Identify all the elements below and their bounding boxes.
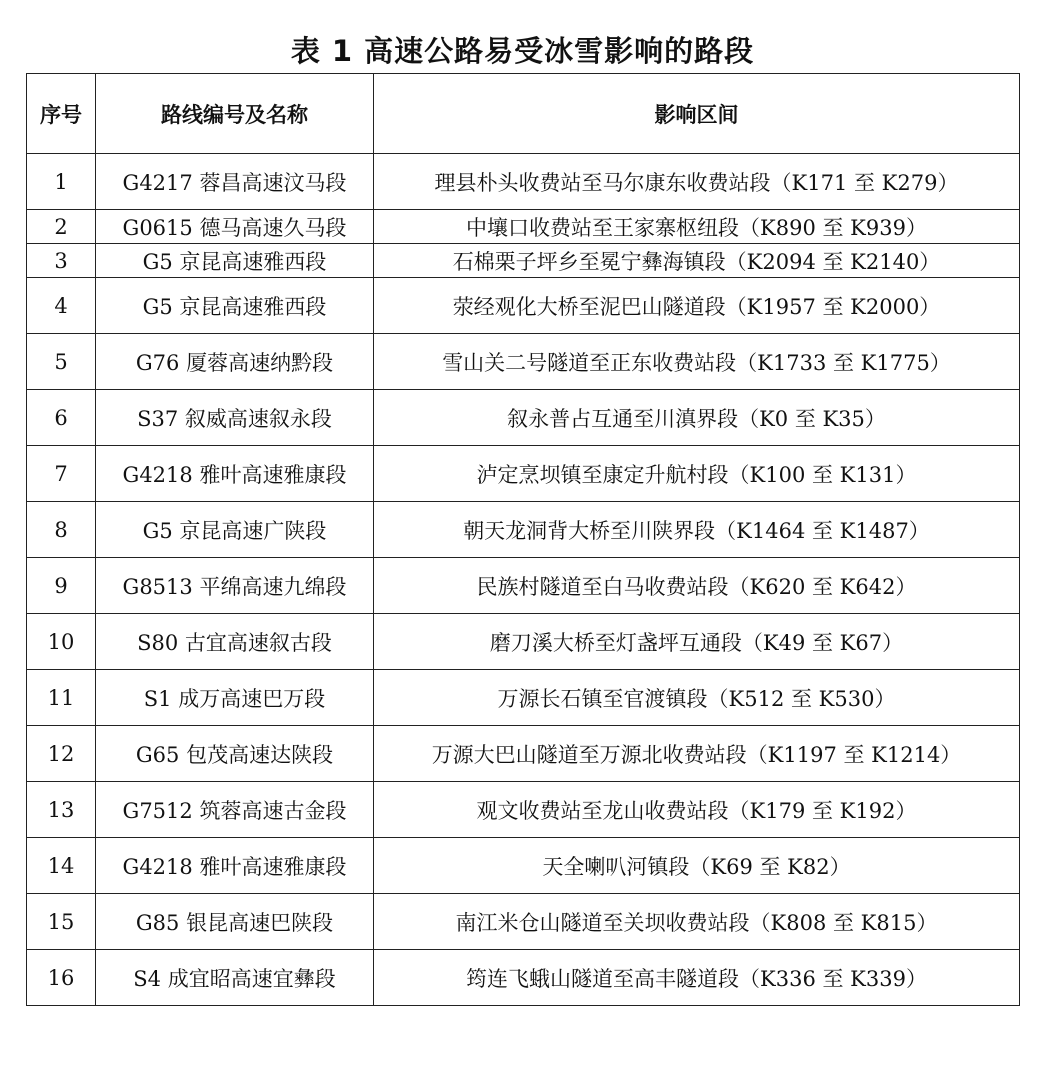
table-row [27,154,1020,210]
cell-no: 1 [27,154,96,210]
table-row [27,670,1020,726]
table-row [27,558,1020,614]
table-row [27,446,1020,502]
cell-section: 泸定烹坝镇至康定升航村段（K100 至 K131） [374,446,1020,502]
cell-route: G5 京昆高速雅西段 [96,278,374,334]
header-row [27,74,1020,154]
cell-route: S1 成万高速巴万段 [96,670,374,726]
cell-section: 朝天龙洞背大桥至川陕界段（K1464 至 K1487） [374,502,1020,558]
cell-route: G76 厦蓉高速纳黔段 [96,334,374,390]
header-no: 序号 [27,74,96,154]
cell-section: 石棉栗子坪乡至冕宁彝海镇段（K2094 至 K2140） [374,244,1020,278]
cell-no: 14 [27,838,96,894]
table-row [27,390,1020,446]
cell-route: G5 京昆高速广陕段 [96,502,374,558]
cell-route: S4 成宜昭高速宜彝段 [96,950,374,1006]
table-title: 表 1 高速公路易受冰雪影响的路段 [290,34,755,68]
header-section: 影响区间 [374,74,1020,154]
road-sections-table [26,73,1020,1006]
cell-route: S80 古宜高速叙古段 [96,614,374,670]
table-row [27,726,1020,782]
cell-section: 天全喇叭河镇段（K69 至 K82） [374,838,1020,894]
cell-no: 7 [27,446,96,502]
cell-section: 观文收费站至龙山收费站段（K179 至 K192） [374,782,1020,838]
cell-no: 2 [27,210,96,244]
table-row [27,334,1020,390]
cell-no: 4 [27,278,96,334]
cell-route: G65 包茂高速达陕段 [96,726,374,782]
cell-route: S37 叙威高速叙永段 [96,390,374,446]
table-row [27,244,1020,278]
cell-section: 中壤口收费站至王家寨枢纽段（K890 至 K939） [374,210,1020,244]
table-row [27,210,1020,244]
header-route: 路线编号及名称 [96,74,374,154]
cell-no: 15 [27,894,96,950]
cell-no: 3 [27,244,96,278]
cell-route: G85 银昆高速巴陕段 [96,894,374,950]
cell-section: 叙永普占互通至川滇界段（K0 至 K35） [374,390,1020,446]
cell-no: 8 [27,502,96,558]
table-row [27,782,1020,838]
cell-route: G5 京昆高速雅西段 [96,244,374,278]
cell-no: 12 [27,726,96,782]
cell-no: 13 [27,782,96,838]
table-row [27,278,1020,334]
table-row [27,838,1020,894]
cell-section: 磨刀溪大桥至灯盏坪互通段（K49 至 K67） [374,614,1020,670]
cell-section: 理县朴头收费站至马尔康东收费站段（K171 至 K279） [374,154,1020,210]
cell-section: 雪山关二号隧道至正东收费站段（K1733 至 K1775） [374,334,1020,390]
cell-section: 荥经观化大桥至泥巴山隧道段（K1957 至 K2000） [374,278,1020,334]
cell-section: 万源长石镇至官渡镇段（K512 至 K530） [374,670,1020,726]
cell-no: 9 [27,558,96,614]
cell-route: G8513 平绵高速九绵段 [96,558,374,614]
cell-route: G4218 雅叶高速雅康段 [96,838,374,894]
cell-no: 11 [27,670,96,726]
table-row [27,950,1020,1006]
cell-section: 万源大巴山隧道至万源北收费站段（K1197 至 K1214） [374,726,1020,782]
cell-route: G7512 筑蓉高速古金段 [96,782,374,838]
table-row [27,502,1020,558]
cell-section: 民族村隧道至白马收费站段（K620 至 K642） [374,558,1020,614]
cell-section: 筠连飞蛾山隧道至高丰隧道段（K336 至 K339） [374,950,1020,1006]
cell-route: G0615 德马高速久马段 [96,210,374,244]
cell-no: 5 [27,334,96,390]
table-row [27,614,1020,670]
cell-section: 南江米仓山隧道至关坝收费站段（K808 至 K815） [374,894,1020,950]
table-row [27,894,1020,950]
cell-no: 16 [27,950,96,1006]
cell-route: G4218 雅叶高速雅康段 [96,446,374,502]
cell-no: 6 [27,390,96,446]
cell-no: 10 [27,614,96,670]
cell-route: G4217 蓉昌高速汶马段 [96,154,374,210]
